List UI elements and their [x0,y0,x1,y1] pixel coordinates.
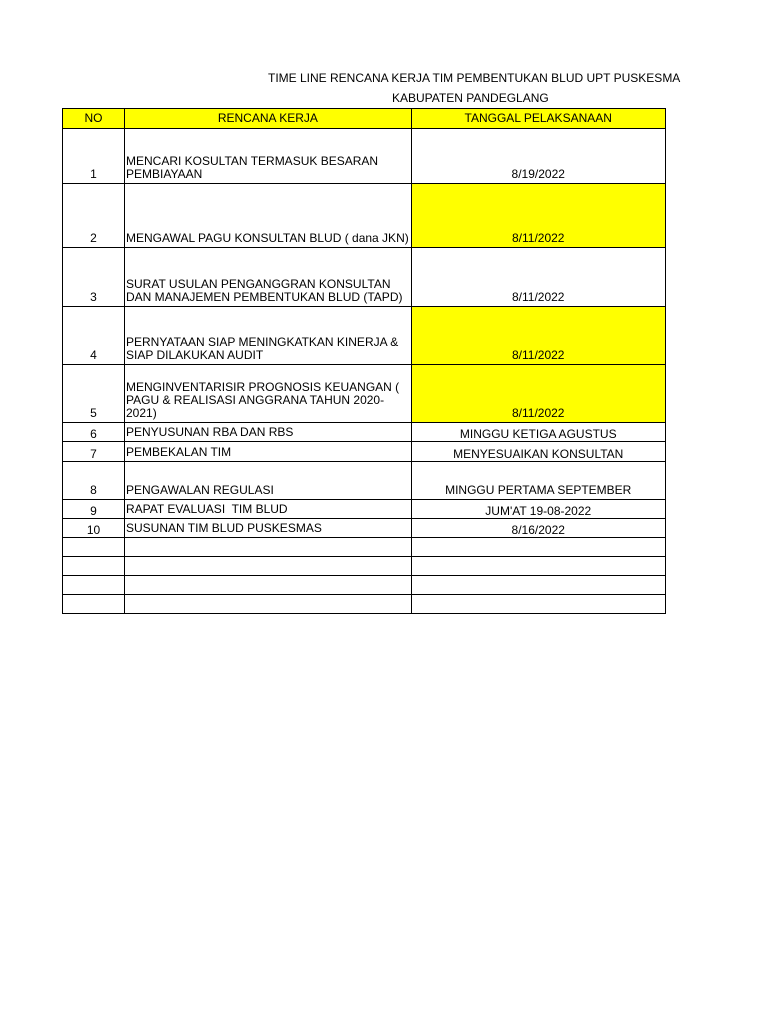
table-row [63,462,666,500]
row-no: 3 [63,248,125,307]
title-line-1: TIME LINE RENCANA KERJA TIM PEMBENTUKAN BLUD UPT PUSKESMA [268,71,681,85]
row-no: 2 [63,184,125,248]
timeline-table [62,108,666,614]
table-row [63,248,666,307]
table-row [63,365,666,423]
row-date: 8/16/2022 [411,519,665,538]
row-task: PERNYATAAN SIAP MENINGKATKAN KINERJA & SIAP DILAKUKAN AUDIT [125,307,412,365]
row-task: SUSUNAN TIM BLUD PUSKESMAS [125,519,412,538]
row-date: 8/19/2022 [411,129,665,184]
empty-cell [63,557,125,576]
empty-cell [125,576,412,595]
row-task: SURAT USULAN PENGANGGRAN KONSULTAN DAN MANAJEMEN PEMBENTUKAN BLUD (TAPD) [125,248,412,307]
empty-cell [125,595,412,614]
empty-cell [411,538,665,557]
row-task: MENGAWAL PAGU KONSULTAN BLUD ( dana JKN) [125,184,412,248]
row-no: 9 [63,500,125,519]
row-date: MENYESUAIKAN KONSULTAN [411,442,665,462]
table-row [63,307,666,365]
row-date: 8/11/2022 [411,184,665,248]
row-date: 8/11/2022 [411,365,665,423]
row-date: MINGGU PERTAMA SEPTEMBER [411,462,665,500]
empty-cell [411,557,665,576]
empty-row [63,557,666,576]
empty-cell [411,595,665,614]
title-line-2: KABUPATEN PANDEGLANG [392,91,549,105]
table-row [63,423,666,442]
row-task: PENGAWALAN REGULASI [125,462,412,500]
table-row [63,184,666,248]
row-date: 8/11/2022 [411,307,665,365]
header-task: RENCANA KERJA [125,109,412,129]
row-task: MENCARI KOSULTAN TERMASUK BESARAN PEMBIAYAAN [125,129,412,184]
row-no: 10 [63,519,125,538]
empty-cell [63,538,125,557]
row-task: RAPAT EVALUASI TIM BLUD [125,500,412,519]
row-no: 5 [63,365,125,423]
table-row [63,442,666,462]
empty-cell [63,576,125,595]
row-task: PENYUSUNAN RBA DAN RBS [125,423,412,442]
empty-row [63,595,666,614]
header-no: NO [63,109,125,129]
empty-row [63,538,666,557]
empty-cell [125,557,412,576]
row-task: PEMBEKALAN TIM [125,442,412,462]
empty-cell [63,595,125,614]
row-no: 8 [63,462,125,500]
row-no: 4 [63,307,125,365]
row-no: 6 [63,423,125,442]
row-no: 7 [63,442,125,462]
row-task: MENGINVENTARISIR PROGNOSIS KEUANGAN ( PAGU & REALISASI ANGGRANA TAHUN 2020-2021) [125,365,412,423]
empty-cell [125,538,412,557]
empty-row [63,576,666,595]
row-date: MINGGU KETIGA AGUSTUS [411,423,665,442]
row-date: 8/11/2022 [411,248,665,307]
row-date: JUM'AT 19-08-2022 [411,500,665,519]
empty-cell [411,576,665,595]
table-row [63,500,666,519]
header-date: TANGGAL PELAKSANAAN [411,109,665,129]
row-no: 1 [63,129,125,184]
header-row [63,109,666,129]
table-row [63,129,666,184]
table-row [63,519,666,538]
